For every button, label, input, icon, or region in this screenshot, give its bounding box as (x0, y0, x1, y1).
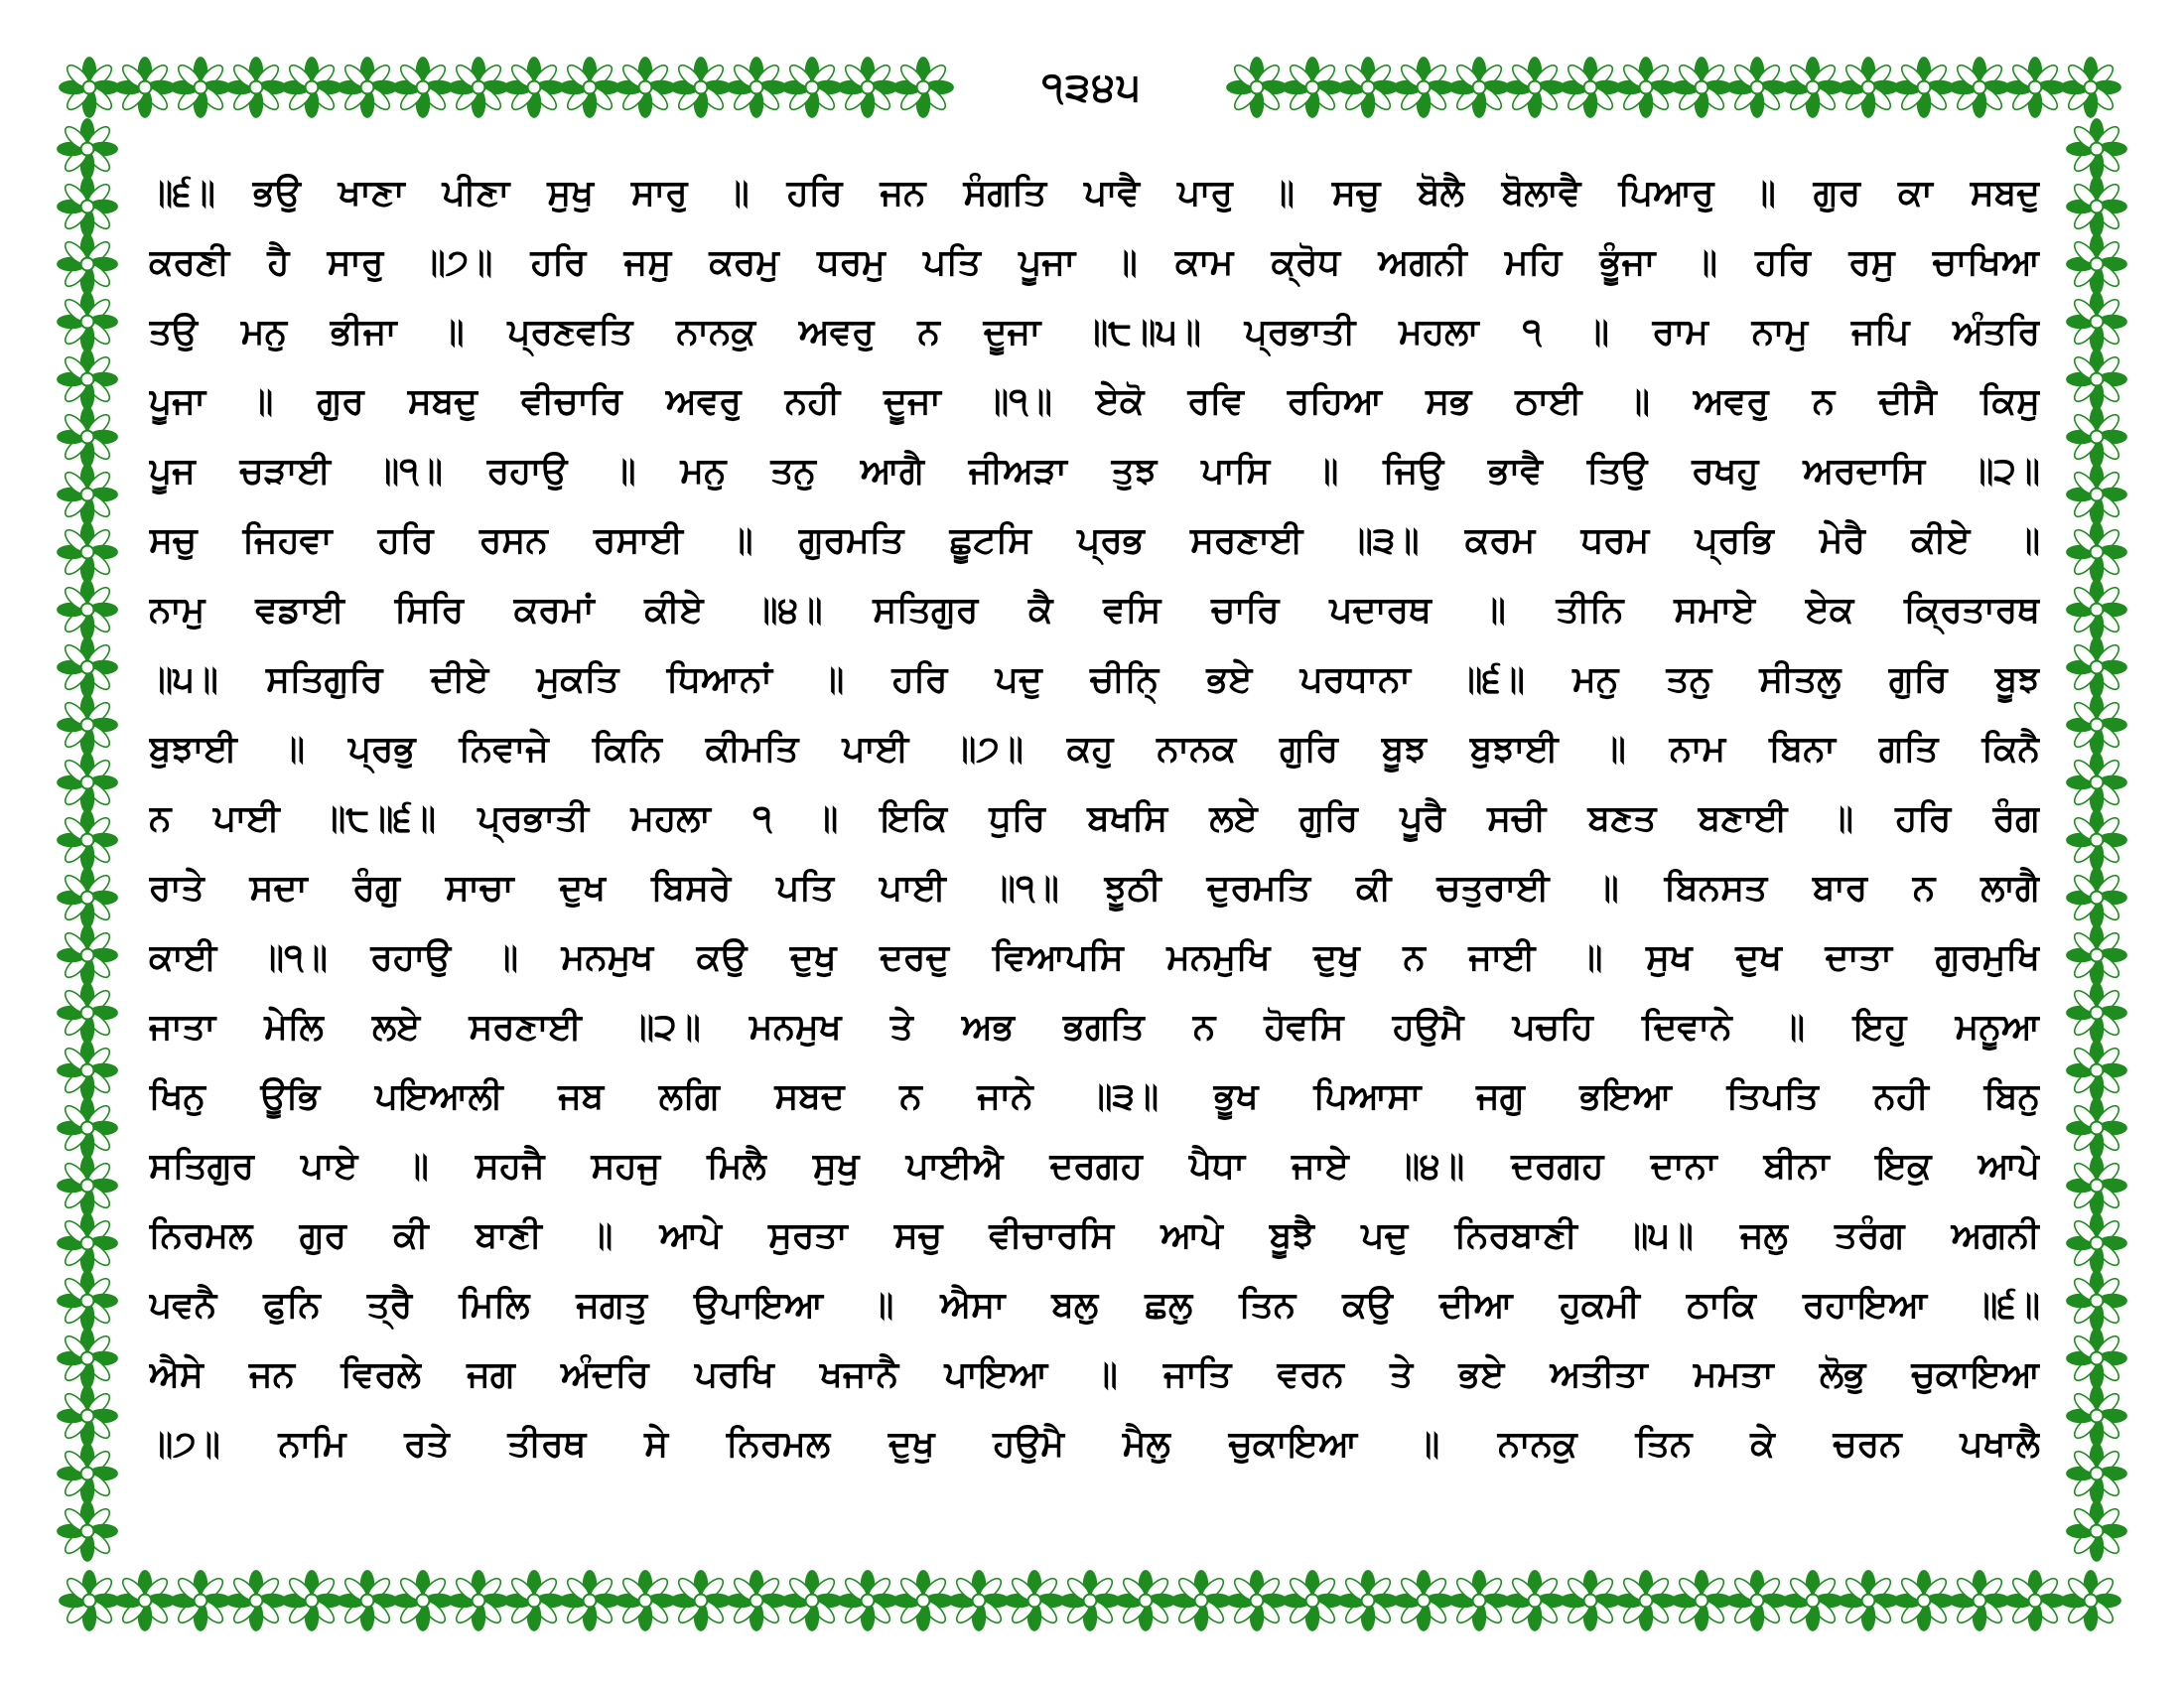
flower-ornament-icon (2067, 868, 2126, 927)
flower-ornament-icon (1950, 58, 2009, 117)
text-line-3: ਤਉ ਮਨੁ ਭੀਜਾ ॥ ਪ੍ਰਣਵਤਿ ਨਾਨਕੁ ਅਵਰੁ ਨ ਦੂਜਾ ॥੮॥੫॥ ਪ੍ਰਭਾਤੀ ਮਹਲਾ ੧ ॥ ਰਾਮ ਨਾਮੁ ਜਪਿ ਅੰਤਰਿ (149, 312, 2040, 352)
flower-ornament-icon (1394, 1571, 1453, 1630)
flower-ornament-icon (615, 58, 675, 117)
flower-ornament-icon (226, 1571, 286, 1630)
flower-ornament-icon (2067, 465, 2126, 524)
flower-ornament-icon (58, 465, 117, 524)
flower-ornament-icon (2067, 695, 2126, 755)
flower-ornament-icon (2061, 58, 2120, 117)
text-line-14: ਖਿਨੁ ਊਭਿ ਪਇਆਲੀ ਜਬ ਲਗਿ ਸਬਦ ਨ ਜਾਨੇ ॥੩॥ ਭੂਖ ਪਿਆਸਾ ਜਗੁ ਭਇਆ ਤਿਪਤਿ ਨਹੀ ਬਿਨੁ (149, 1076, 2040, 1117)
flower-ornament-icon (1839, 1571, 1898, 1630)
text-line-10: ਨ ਪਾਈ ॥੮॥੬॥ ਪ੍ਰਭਾਤੀ ਮਹਲਾ ੧ ॥ ਇਕਿ ਧੁਰਿ ਬਖਸਿ ਲਏ ਗੁਰਿ ਪੂਰੈ ਸਚੀ ਬਣਤ ਬਣਾਈ ॥ ਹਰਿ ਰੰਗ (149, 798, 2040, 839)
flower-ornament-icon (504, 58, 564, 117)
flower-ornament-icon (171, 1571, 230, 1630)
flower-ornament-icon (1283, 58, 1342, 117)
flower-ornament-icon (1227, 1571, 1287, 1630)
flower-ornament-icon (1672, 58, 1731, 117)
flower-ornament-icon (1839, 58, 1898, 117)
flower-ornament-icon (2067, 234, 2126, 294)
flower-ornament-icon (2067, 407, 2126, 467)
flower-ornament-icon (1449, 1571, 1509, 1630)
text-line-15: ਸਤਿਗੁਰ ਪਾਏ ॥ ਸਹਜੈ ਸਹਜੁ ਮਿਲੈ ਸੁਖੁ ਪਾਈਐ ਦਰਗਹ ਪੈਧਾ ਜਾਏ ॥੪॥ ਦਰਗਹ ਦਾਨਾ ਬੀਨਾ ਇਕੁ ਆਪੇ (149, 1146, 2040, 1187)
text-line-4: ਪੂਜਾ ॥ ਗੁਰ ਸਬਦੁ ਵੀਚਾਰਿ ਅਵਰੁ ਨਹੀ ਦੂਜਾ ॥੧॥ ਏਕੋ ਰਵਿ ਰਹਿਆ ਸਭ ਠਾਈ ॥ ਅਵਰੁ ਨ ਦੀਸੈ ਕਿਸੁ (149, 381, 2040, 422)
flower-ornament-icon (58, 1386, 117, 1446)
flower-ornament-icon (58, 983, 117, 1043)
flower-ornament-icon (560, 58, 619, 117)
flower-ornament-icon (2067, 1098, 2126, 1158)
text-line-6: ਸਚੁ ਜਿਹਵਾ ਹਰਿ ਰਸਨ ਰਸਾਈ ॥ ਗੁਰਮਤਿ ਛੂਟਸਿ ਪ੍ਰਭ ਸਰਣਾਈ ॥੩॥ ਕਰਮ ਧਰਮ ਪ੍ਰਭਿ ਮੇਰੈ ਕੀਏ ॥ (149, 520, 2040, 561)
flower-ornament-icon (2067, 637, 2126, 697)
flower-ornament-icon (58, 1156, 117, 1215)
flower-ornament-icon (2067, 925, 2126, 985)
flower-ornament-icon (1561, 1571, 1620, 1630)
flower-ornament-icon (1783, 1571, 1843, 1630)
flower-ornament-icon (1894, 58, 1954, 117)
flower-ornament-icon (58, 1501, 117, 1561)
flower-ornament-icon (671, 1571, 731, 1630)
flower-ornament-icon (1171, 1571, 1231, 1630)
flower-ornament-icon (2067, 580, 2126, 639)
flower-ornament-icon (58, 1041, 117, 1100)
flower-ornament-icon (115, 58, 175, 117)
flower-ornament-icon (1394, 58, 1453, 117)
flower-ornament-icon (2067, 292, 2126, 352)
flower-ornament-icon (671, 58, 731, 117)
flower-ornament-icon (2067, 1156, 2126, 1215)
flower-ornament-icon (58, 810, 117, 870)
flower-ornament-icon (1616, 1571, 1676, 1630)
flower-ornament-icon (1727, 58, 1787, 117)
flower-ornament-icon (2067, 810, 2126, 870)
flower-ornament-icon (393, 1571, 453, 1630)
text-line-12: ਕਾਈ ॥੧॥ ਰਹਾਉ ॥ ਮਨਮੁਖ ਕਉ ਦੁਖੁ ਦਰਦੁ ਵਿਆਪਸਿ ਮਨਮੁਖਿ ਦੁਖੁ ਨ ਜਾਈ ॥ ਸੁਖ ਦੁਖ ਦਾਤਾ ਗੁਰਮੁਖਿ (149, 937, 2040, 978)
text-line-7: ਨਾਮੁ ਵਡਾਈ ਸਿਰਿ ਕਰਮਾਂ ਕੀਏ ॥੪॥ ਸਤਿਗੁਰ ਕੈ ਵਸਿ ਚਾਰਿ ਪਦਾਰਥ ॥ ਤੀਨਿ ਸਮਾਏ ਏਕ ਕ੍ਰਿਤਾਰਥ (149, 590, 2040, 631)
flower-ornament-icon (2067, 1271, 2126, 1331)
flower-ornament-icon (58, 580, 117, 639)
flower-ornament-icon (2061, 1571, 2120, 1630)
flower-ornament-icon (338, 58, 397, 117)
flower-ornament-icon (893, 1571, 953, 1630)
flower-ornament-icon (1783, 58, 1843, 117)
flower-ornament-icon (1505, 1571, 1565, 1630)
flower-ornament-icon (282, 1571, 341, 1630)
flower-ornament-icon (58, 1444, 117, 1503)
flower-ornament-icon (58, 1329, 117, 1388)
text-line-19: ॥੭॥ ਨਾਮਿ ਰਤੇ ਤੀਰਥ ਸੇ ਨਿਰਮਲ ਦੁਖੁ ਹਉਮੈ ਮੈਲੁ ਚੁਕਾਇਆ ॥ ਨਾਨਕੁ ਤਿਨ ਕੇ ਚਰਨ ਪਖਾਲੈ (149, 1424, 2040, 1465)
flower-ornament-icon (60, 58, 119, 117)
flower-ornament-icon (504, 1571, 564, 1630)
flower-ornament-icon (2067, 177, 2126, 236)
page-number: ੧੩੪੫ (983, 58, 1201, 117)
flower-ornament-icon (949, 1571, 1009, 1630)
flower-ornament-icon (2067, 983, 2126, 1043)
flower-ornament-icon (338, 1571, 397, 1630)
flower-ornament-icon (393, 58, 453, 117)
flower-ornament-icon (58, 868, 117, 927)
flower-ornament-icon (2067, 1041, 2126, 1100)
flower-ornament-icon (2067, 753, 2126, 812)
flower-ornament-icon (449, 1571, 508, 1630)
flower-ornament-icon (1672, 1571, 1731, 1630)
text-line-11: ਰਾਤੇ ਸਦਾ ਰੰਗੁ ਸਾਚਾ ਦੁਖ ਬਿਸਰੇ ਪਤਿ ਪਾਈ ॥੧॥ ਝੂਠੀ ਦੁਰਮਤਿ ਕੀ ਚਤੁਰਾਈ ॥ ਬਿਨਸਤ ਬਾਰ ਨ ਲਾਗੈ (149, 868, 2040, 909)
flower-ornament-icon (2067, 1329, 2126, 1388)
flower-ornament-icon (2067, 1213, 2126, 1273)
flower-ornament-icon (1338, 1571, 1398, 1630)
text-line-18: ਐਸੇ ਜਨ ਵਿਰਲੇ ਜਗ ਅੰਦਰਿ ਪਰਖਿ ਖਜਾਨੈ ਪਾਇਆ ॥ ਜਾਤਿ ਵਰਨ ਤੇ ਭਏ ਅਤੀਤਾ ਮਮਤਾ ਲੋਭੁ ਚੁਕਾਇਆ (149, 1354, 2040, 1395)
flower-ornament-icon (115, 1571, 175, 1630)
flower-ornament-icon (1616, 58, 1676, 117)
flower-ornament-icon (58, 350, 117, 409)
flower-ornament-icon (2005, 1571, 2065, 1630)
flower-ornament-icon (2067, 350, 2126, 409)
flower-ornament-icon (58, 234, 117, 294)
flower-ornament-icon (60, 1571, 119, 1630)
flower-ornament-icon (782, 58, 842, 117)
flower-ornament-icon (58, 753, 117, 812)
flower-ornament-icon (1060, 1571, 1120, 1630)
flower-ornament-icon (1449, 58, 1509, 117)
flower-ornament-icon (2067, 1444, 2126, 1503)
text-line-8: ॥੫॥ ਸਤਿਗੁਰਿ ਦੀਏ ਮੁਕਤਿ ਧਿਆਨਾਂ ॥ ਹਰਿ ਪਦੁ ਚੀਨਿ੍ ਭਏ ਪਰਧਾਨਾ ॥੬॥ ਮਨੁ ਤਨੁ ਸੀਤਲੁ ਗੁਰਿ ਬੂਝ (149, 659, 2040, 700)
flower-ornament-icon (58, 1098, 117, 1158)
flower-ornament-icon (58, 177, 117, 236)
flower-ornament-icon (1727, 1571, 1787, 1630)
flower-ornament-icon (1338, 58, 1398, 117)
flower-ornament-icon (1116, 1571, 1175, 1630)
text-line-17: ਪਵਨੈ ਫੁਨਿ ਤ੍ਰੈ ਮਿਲਿ ਜਗਤੁ ਉਪਾਇਆ ॥ ਐਸਾ ਬਲੁ ਛਲੁ ਤਿਨ ਕਉ ਦੀਆ ਹੁਕਮੀ ਠਾਕਿ ਰਹਾਇਆ ॥੬॥ (149, 1285, 2040, 1326)
flower-ornament-icon (2067, 1386, 2126, 1446)
flower-ornament-icon (1950, 1571, 2009, 1630)
flower-ornament-icon (58, 1213, 117, 1273)
flower-ornament-icon (1283, 1571, 1342, 1630)
flower-ornament-icon (838, 1571, 897, 1630)
flower-ornament-icon (727, 58, 786, 117)
text-line-16: ਨਿਰਮਲ ਗੁਰ ਕੀ ਬਾਣੀ ॥ ਆਪੇ ਸੁਰਤਾ ਸਚੁ ਵੀਚਾਰਸਿ ਆਪੇ ਬੂਝੈ ਪਦੁ ਨਿਰਬਾਣੀ ॥੫॥ ਜਲੁ ਤਰੰਗ ਅਗਨੀ (149, 1215, 2040, 1256)
flower-ornament-icon (171, 58, 230, 117)
flower-ornament-icon (58, 1271, 117, 1331)
flower-ornament-icon (782, 1571, 842, 1630)
text-line-2: ਕਰਣੀ ਹੈ ਸਾਰੁ ॥੭॥ ਹਰਿ ਜਸੁ ਕਰਮੁ ਧਰਮੁ ਪਤਿ ਪੂਜਾ ॥ ਕਾਮ ਕ੍ਰੋਧ ਅਗਨੀ ਮਹਿ ਭੂੰਜਾ ॥ ਹਰਿ ਰਸੁ ਚਾਖਿਆ (149, 242, 2040, 283)
flower-ornament-icon (560, 1571, 619, 1630)
flower-ornament-icon (615, 1571, 675, 1630)
flower-ornament-icon (226, 58, 286, 117)
flower-ornament-icon (2005, 58, 2065, 117)
flower-ornament-icon (58, 522, 117, 582)
flower-ornament-icon (893, 58, 953, 117)
text-line-1: ॥੬॥ ਭਉ ਖਾਣਾ ਪੀਣਾ ਸੁਖੁ ਸਾਰੁ ॥ ਹਰਿ ਜਨ ਸੰਗਤਿ ਪਾਵੈ ਪਾਰੁ ॥ ਸਚੁ ਬੋਲੈ ਬੋਲਾਵੈ ਪਿਆਰੁ ॥ ਗੁਰ ਕਾ ਸਬਦੁ (149, 173, 2040, 213)
flower-ornament-icon (727, 1571, 786, 1630)
scripture-text-block (149, 169, 2040, 1564)
flower-ornament-icon (58, 292, 117, 352)
flower-ornament-icon (58, 407, 117, 467)
flower-ornament-icon (449, 58, 508, 117)
text-line-20 (149, 1489, 2040, 1539)
flower-ornament-icon (2067, 1501, 2126, 1561)
flower-ornament-icon (838, 58, 897, 117)
flower-ornament-icon (2067, 522, 2126, 582)
text-line-13: ਜਾਤਾ ਮੇਲਿ ਲਏ ਸਰਣਾਈ ॥੨॥ ਮਨਮੁਖ ਤੇ ਅਭ ਭਗਤਿ ਨ ਹੋਵਸਿ ਹਉਮੈ ਪਚਹਿ ਦਿਵਾਨੇ ॥ ਇਹੁ ਮਨੂਆ (149, 1007, 2040, 1048)
flower-ornament-icon (58, 695, 117, 755)
flower-ornament-icon (282, 58, 341, 117)
flower-ornament-icon (1894, 1571, 1954, 1630)
text-line-5: ਪੂਜ ਚੜਾਈ ॥੧॥ ਰਹਾਉ ॥ ਮਨੁ ਤਨੁ ਆਗੈ ਜੀਅੜਾ ਤੁਝ ਪਾਸਿ ॥ ਜਿਉ ਭਾਵੈ ਤਿਉ ਰਖਹੁ ਅਰਦਾਸਿ ॥੨॥ (149, 451, 2040, 492)
text-line-9: ਬੁਝਾਈ ॥ ਪ੍ਰਭੁ ਨਿਵਾਜੇ ਕਿਨਿ ਕੀਮਤਿ ਪਾਈ ॥੭॥ ਕਹੁ ਨਾਨਕ ਗੁਰਿ ਬੂਝ ਬੁਝਾਈ ॥ ਨਾਮ ਬਿਨਾ ਗਤਿ ਕਿਨੈ (149, 729, 2040, 770)
flower-ornament-icon (58, 119, 117, 179)
flower-ornament-icon (1227, 58, 1287, 117)
flower-ornament-icon (1005, 1571, 1064, 1630)
flower-ornament-icon (2067, 119, 2126, 179)
flower-ornament-icon (1505, 58, 1565, 117)
flower-ornament-icon (1561, 58, 1620, 117)
flower-ornament-icon (58, 925, 117, 985)
flower-ornament-icon (58, 637, 117, 697)
